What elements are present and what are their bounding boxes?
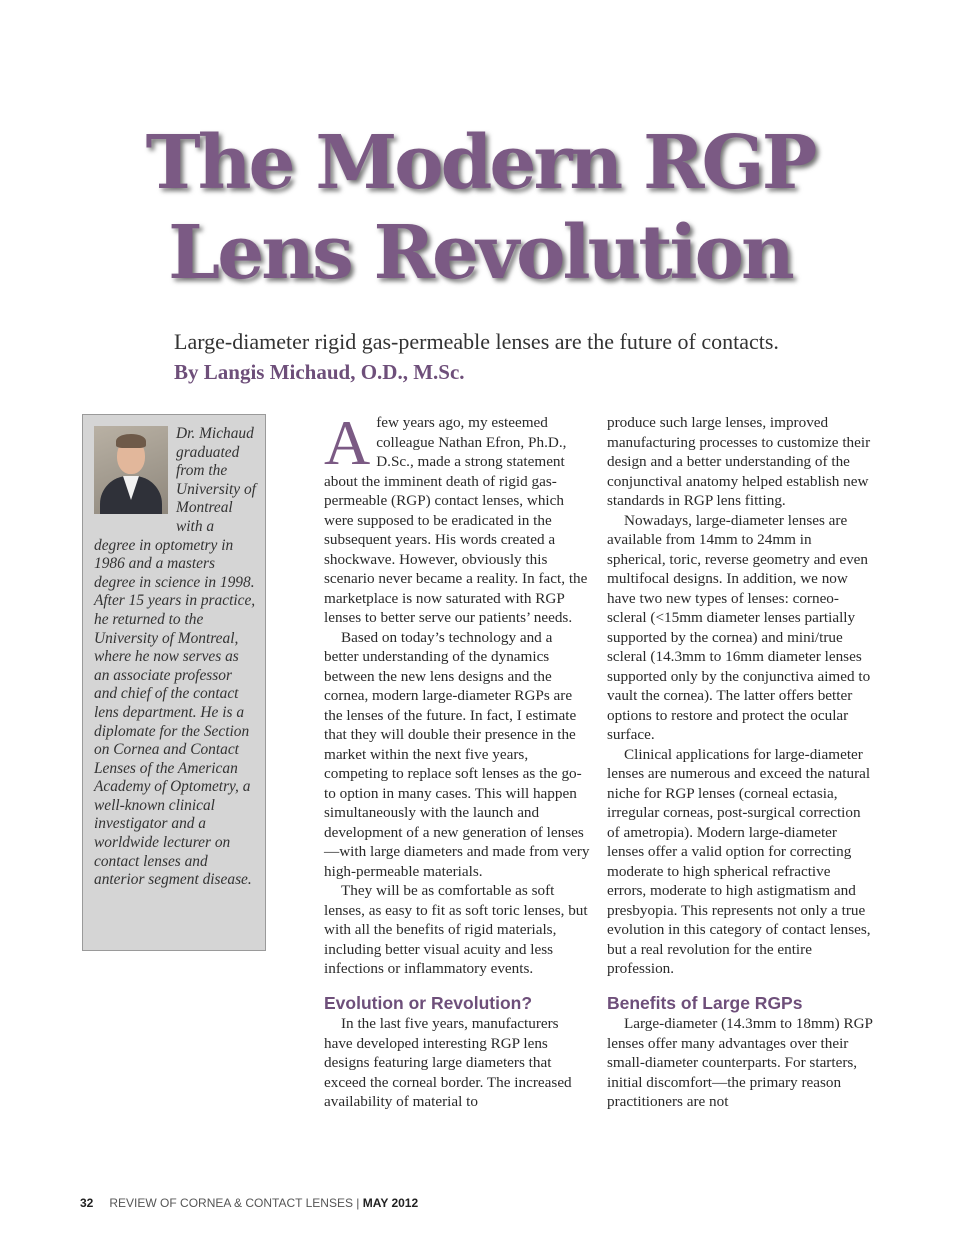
paragraph-6: Nowadays, large-diameter lenses are available from 14mm to 24mm in spherical, toric, reverse geometry and even multifocal designs. In addition, we now have two new types of lenses: corneo-scleral (<15mm diameter lenses partially supported by the cornea) and mini/true scleral (14.3mm to 16mm diameter lenses supported only by the conjunctiva aimed to vault the cornea). The latter offers better options to restore and protect the ocular surface. xyxy=(607,511,871,743)
page-number: 32 xyxy=(80,1196,94,1210)
paragraph-3: They will be as comfortable as soft lenses, as easy to fit as soft toric lenses, but with all the benefits of rigid materials, including better visual acuity and less infections or inflammatory events. xyxy=(324,882,588,977)
page-footer xyxy=(80,1196,418,1210)
article-byline: By Langis Michaud, O.D., M.Sc. xyxy=(174,360,465,384)
author-photo xyxy=(94,426,168,514)
body-column-1 xyxy=(324,407,590,1112)
article-title xyxy=(0,118,960,298)
drop-cap: A xyxy=(324,407,371,478)
body-column-2 xyxy=(607,413,873,1112)
paragraph-1: few years ago, my esteemed colleague Nathan Efron, Ph.D., D.Sc., made a strong statement about the imminent death of rigid gas-permeable (RGP) contact lenses, which were supposed to be eradicated in the subsequent years. His words created a shockwave. However, obviously this scenario never became a reality. In fact, the marketplace is now saturated with RGP lenses to better serve our patients’ needs. xyxy=(324,414,588,626)
article-dek: Large-diameter rigid gas-permeable lenses are the future of contacts. xyxy=(174,329,779,354)
author-bio-box xyxy=(82,414,266,951)
publication-name: REVIEW OF CORNEA & CONTACT LENSES | xyxy=(109,1196,360,1210)
intro-paragraph xyxy=(324,407,590,628)
paragraph-4: In the last five years, manufacturers have developed interesting RGP lens designs featuring large diameters that exceed the corneal border. The increased availability of material to xyxy=(324,1015,572,1110)
paragraph-2: Based on today’s technology and a better understanding of the dynamics between the new lens designs and the cornea, modern large-diameter RGPs are the lenses of the future. In fact, I estimate that they will double their presence in the market within the next five years, competing to replace soft lenses as the go-to option in many cases. This will happen simultaneously with the launch and development of a new generation of lenses—with large diameters and made from very high-permeable materials. xyxy=(324,628,590,880)
title-line-2: Lens Revolution xyxy=(168,210,792,296)
issue-date: MAY 2012 xyxy=(362,1196,419,1210)
paragraph-5: produce such large lenses, improved manufacturing processes to customize their design and a better understanding of the conjunctival anatomy helped establish new standards in RGP lens fitting. xyxy=(607,414,871,509)
section-heading-evolution: Evolution or Revolution? xyxy=(324,992,533,1013)
title-line-1: The Modern RGP xyxy=(145,120,815,206)
author-bio-text: Dr. Michaud graduated from the University of Montreal with a degree in optometry in 1986 and a masters degree in science in 1998. After 15 years in practice, he returned to the University of Montreal, where he now serves as an associate professor and chief of the contact lens department. He is a diplomate for the Section on Cornea and Contact Lenses of the American Academy of Optometry, a well-known clinical investigator and a worldwide lecturer on contact lenses and anterior segment disease. xyxy=(94,425,256,889)
section-heading-benefits: Benefits of Large RGPs xyxy=(607,992,803,1013)
paragraph-8: Large-diameter (14.3mm to 18mm) RGP lenses offer many advantages over their small-diameter counterparts. For starters, initial discomfort—the primary reason practitioners are not xyxy=(607,1015,873,1110)
paragraph-7: Clinical applications for large-diameter lenses are numerous and exceed the natural niche for RGP lenses (corneal ectasia, irregular corneas, post-surgical correction of ametropia). Modern large-diameter lenses offer a valid option for correcting moderate to high spherical refractive errors, moderate to high astigmatism and presbyopia. This represents not only a true evolution in this category of contact lenses, but a real revolution for the entire profession. xyxy=(607,745,871,977)
